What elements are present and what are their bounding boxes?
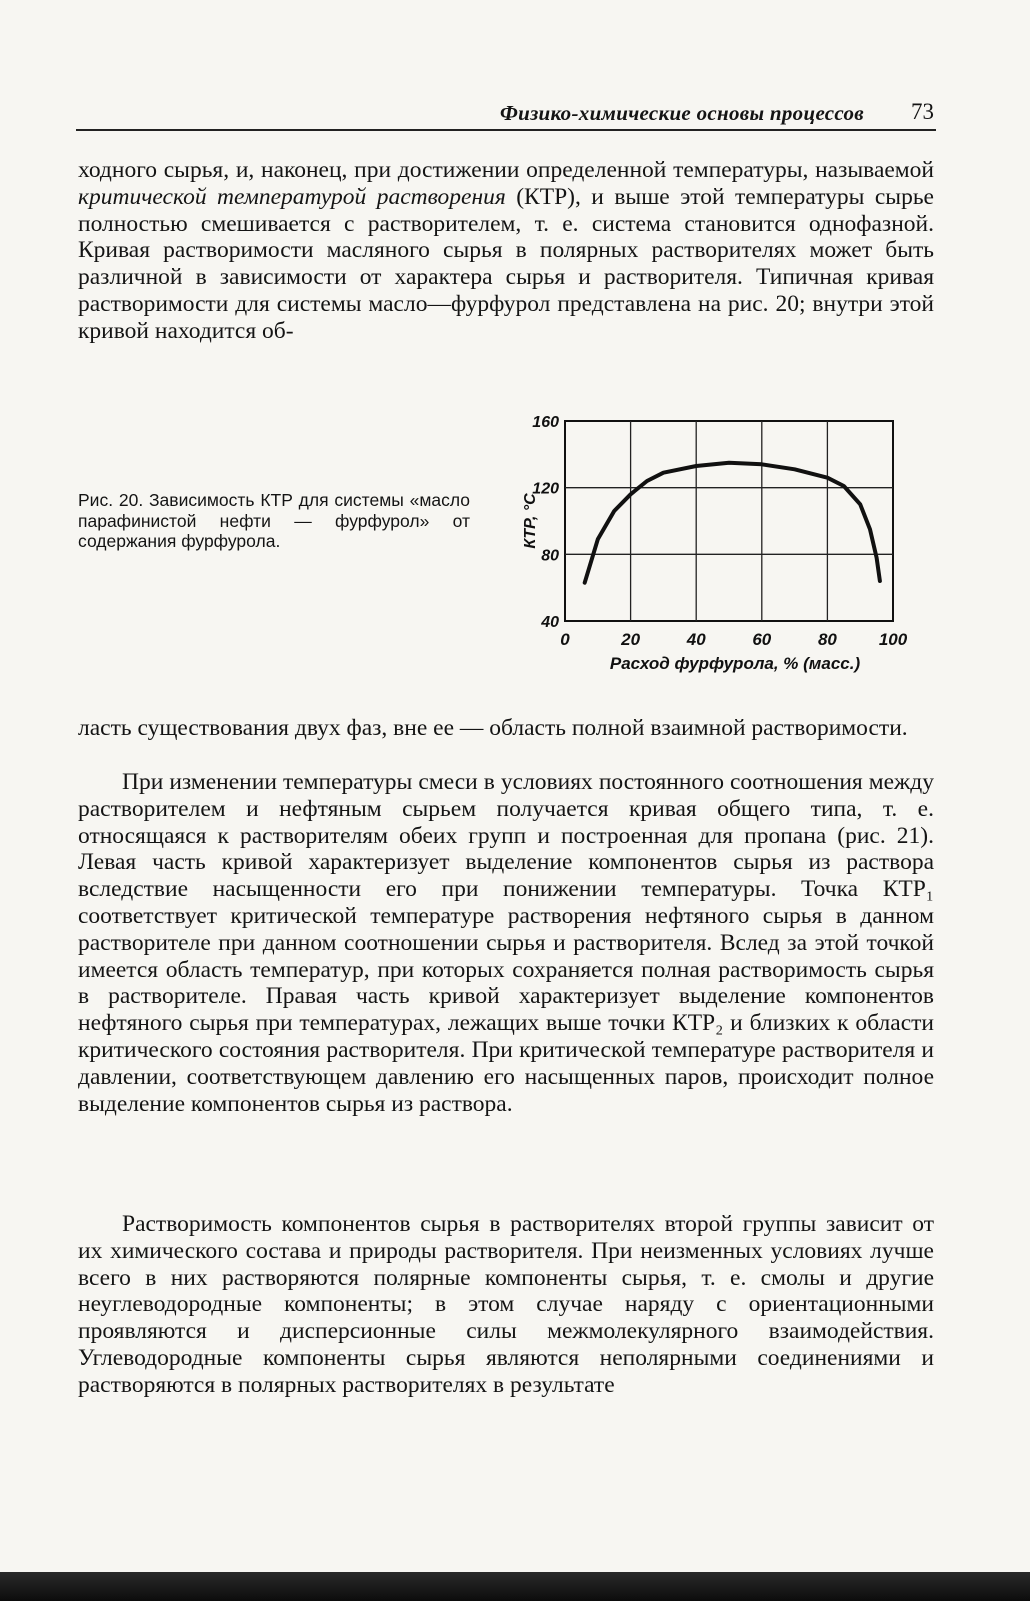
solubility-curve: [585, 463, 880, 583]
y-axis-label: КТР, °С: [522, 493, 539, 549]
running-header: [76, 97, 936, 131]
x-tick-label: 100: [878, 630, 908, 649]
term-critical-temperature: критической температурой растворения: [78, 183, 506, 210]
page-number: 73: [911, 99, 934, 124]
paragraph-1-part-a: ходного сырья, и, наконец, при достижении определенной температуры, называемой: [78, 157, 934, 183]
paragraph-4: Растворимость компонентов сырья в растворителях второй группы зависит от их химического состава и природы растворителя. При неизменных условиях лучше всего в них растворяются полярные компоненты сырья, т. е. смолы и другие неуглеводородные компоненты; в этом случае наряду с ориентационными проявляются и дисперсионные силы межмолекулярного взаимодействия. Углеводородные компоненты сырья являются неполярными соединениями и растворяются в полярных растворителях в результате: [78, 1211, 934, 1398]
y-tick-label: 120: [532, 480, 559, 498]
paragraph-1-part-b: (КТР), и выше этой температуры сырье полностью смешивается с растворителем, т. е. система становится однофазной. Кривая растворимости масляного сырья в полярных растворителях может быть различной в зависимости от характера сырья и растворителя. Типичная кривая растворимости для системы масло—фурфурол представлена на рис. 20; внутри этой кривой находится об-: [78, 183, 934, 344]
solubility-chart: [505, 405, 925, 685]
paragraph-3: При изменении температуры смеси в условиях постоянного соотношения между растворителем и нефтяным сырьем получается кривая общего типа, т. е. относящаяся к растворителям обеих групп и построенная для пропана (рис. 21). Левая часть кривой характеризует выделение компонентов сырья из раствора вследствие насыщенности его при понижении температуры. Точка КТР₁ соответствует критической температуре растворения нефтяного сырья в данном растворителе при данном соотношении сырья и растворителя. Вслед за этой точкой имеется область температур, при которых сохраняется полная растворимость сырья в растворителе. Правая часть кривой характеризует выделение компонентов нефтяного сырья при температурах, лежащих выше точки КТР₂ и близких к области критического состояния растворителя. При критической температуре растворителя и давлении, соответствующем давлению его насыщенных паров, происходит полное выделение компонентов сырья из раствора.: [78, 769, 934, 1117]
figure-caption: Рис. 20. Зависимость КТР для системы «масло парафинистой нефти — фурфурол» от содержания фурфурола.: [78, 490, 470, 551]
x-axis-label: Расход фурфурола, % (масс.): [609, 654, 861, 673]
y-tick-label: 40: [541, 614, 559, 631]
x-tick-label: 0: [560, 630, 570, 649]
x-tick-label: 20: [621, 630, 641, 649]
scan-edge: [0, 1572, 1030, 1601]
y-tick-label: 80: [541, 547, 559, 565]
plot-frame: [565, 421, 893, 621]
paragraph-1: [78, 157, 934, 345]
running-title: Физико-химические основы процессов: [499, 101, 864, 125]
x-tick-label: 60: [752, 630, 772, 649]
x-tick-label: 40: [686, 630, 706, 649]
x-tick-label: 80: [817, 630, 837, 649]
paragraph-2: ласть существования двух фаз, вне ее — область полной взаимной растворимости.: [78, 715, 908, 741]
y-tick-label: 160: [532, 414, 559, 431]
